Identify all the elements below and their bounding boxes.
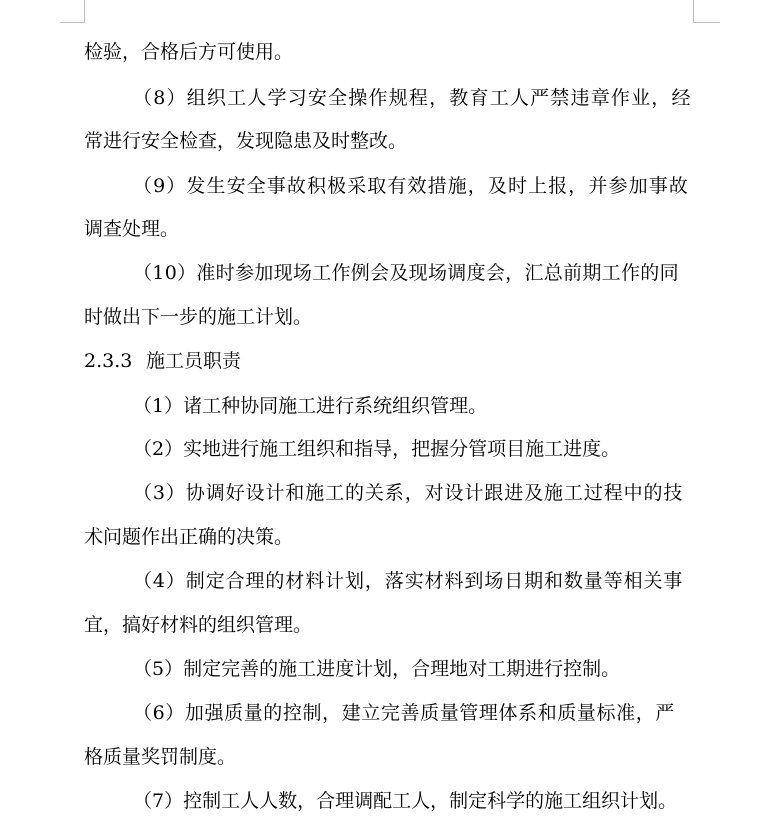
text-line: （5）制定完善的施工进度计划，合理地对工期进行控制。	[133, 658, 621, 680]
text-line: 格质量奖罚制度。	[84, 746, 237, 768]
text-line: （10）准时参加现场工作例会及现场调度会，汇总前期工作的同	[133, 262, 679, 284]
text-line: （9）发生安全事故积极采取有效措施，及时上报，并参加事故	[133, 175, 689, 197]
text-line: （1）诸工种协同施工进行系统组织管理。	[133, 395, 488, 417]
text-line: （4）制定合理的材料计划，落实材料到场日期和数量等相关事	[133, 570, 684, 592]
text-line: （6）加强质量的控制，建立完善质量管理体系和质量标准，严	[133, 702, 675, 724]
text-line: （7）控制工人人数，合理调配工人，制定科学的施工组织计划。	[133, 790, 678, 812]
text-line: （2）实地进行施工组织和指导，把握分管项目施工进度。	[133, 438, 621, 460]
text-line: （8）组织工人学习安全操作规程，教育工人严禁违章作业，经	[133, 87, 692, 109]
text-line: 调查处理。	[84, 218, 180, 240]
section-heading: 施工员职责	[146, 350, 242, 372]
text-line: 时做出下一步的施工计划。	[84, 306, 313, 328]
crop-mark-top-left	[60, 0, 85, 23]
text-line: 宜，搞好材料的组织管理。	[84, 614, 313, 636]
text-line: 检验，合格后方可使用。	[84, 41, 294, 63]
text-line: 术问题作出正确的决策。	[84, 526, 294, 548]
text-line: （3）协调好设计和施工的关系，对设计跟进及施工过程中的技	[133, 482, 684, 504]
section-number: 2.3.3	[84, 350, 133, 372]
crop-mark-top-right	[693, 0, 720, 23]
text-line: 常进行安全检查，发现隐患及时整改。	[84, 130, 408, 152]
